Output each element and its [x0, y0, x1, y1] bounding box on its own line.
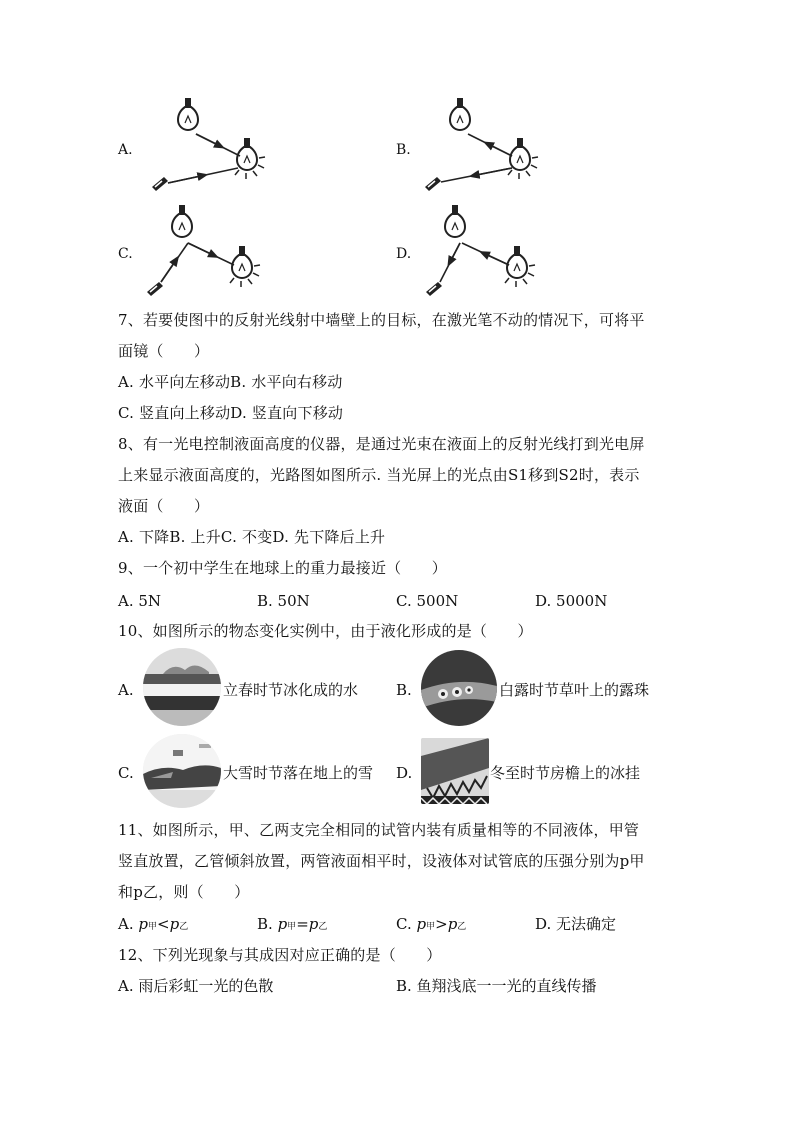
q11-option-a: A. p甲<p乙 — [118, 915, 189, 933]
q10-stem: 10、如图所示的物态变化实例中，由于液化形成的是（ ） — [118, 622, 533, 640]
q12-option-b: B. 鱼翔浅底一一光的直线传播 — [396, 977, 597, 995]
bulb-icon — [445, 205, 465, 237]
q11-option-b: B. p甲=p乙 — [257, 915, 328, 933]
q7-options-line-1: A. 水平向左移动B. 水平向右移动 — [118, 373, 343, 391]
q11-option-d: D. 无法确定 — [535, 915, 617, 933]
q8-options: A. 下降B. 上升C. 不变D. 先下降后上升 — [118, 528, 386, 546]
q10-option-d-text: 冬至时节房檐上的冰挂 — [490, 764, 641, 782]
q8-stem-line-3: 液面（ ） — [118, 497, 210, 515]
q6-option-b-label: B. — [396, 142, 411, 158]
q9-option-b: B. 50N — [257, 592, 310, 610]
q9-stem: 9、一个初中学生在地球上的重力最接近（ ） — [118, 559, 447, 577]
q11-stem-line-1: 11、如图所示，甲、乙两支完全相同的试管内装有质量相等的不同液体，甲管 — [118, 821, 640, 839]
q10-option-c-label: C. — [118, 764, 134, 782]
bulb-icon — [235, 138, 265, 179]
q9-option-d: D. 5000N — [535, 592, 608, 610]
q9-option-c: C. 500N — [396, 592, 459, 610]
q10-option-c-text: 大雪时节落在地上的雪 — [223, 764, 374, 782]
snowfall-photo — [143, 734, 221, 808]
eye-icon — [426, 282, 442, 296]
bulb-icon — [508, 138, 538, 179]
bulb-icon — [450, 98, 470, 130]
q10-option-a-text: 立春时节冰化成的水 — [223, 681, 359, 699]
q12-stem: 12、下列光现象与其成因对应正确的是（ ） — [118, 946, 442, 964]
q11-option-c: C. p甲>p乙 — [396, 915, 467, 933]
q7-stem-line-2: 面镜（ ） — [118, 342, 210, 360]
q11-stem-line-2: 竖直放置，乙管倾斜放置，两管液面相平时，设液体对试管底的压强分别为p甲 — [118, 852, 645, 870]
q8-stem-line-2: 上来显示液面高度的，光路图如图所示. 当光屏上的光点由S1移到S2时，表示 — [118, 466, 640, 484]
q8-stem-line-1: 8、有一光电控制液面高度的仪器，是通过光束在液面上的反射光线打到光电屏 — [118, 435, 645, 453]
eye-icon — [147, 282, 163, 296]
q7-stem-line-1: 7、若要使图中的反射光线射中墙壁上的目标，在激光笔不动的情况下，可将平 — [118, 311, 645, 329]
bulb-icon — [178, 98, 198, 130]
q10-option-b-text: 白露时节草叶上的露珠 — [499, 681, 650, 699]
bulb-icon — [172, 205, 192, 237]
q7-options-line-2: C. 竖直向上移动D. 竖直向下移动 — [118, 404, 344, 422]
q6-option-c-label: C. — [118, 246, 133, 262]
q12-option-a: A. 雨后彩虹一光的色散 — [118, 977, 274, 995]
q6-option-d-label: D. — [396, 246, 412, 262]
eye-icon — [152, 177, 168, 191]
q10-option-d-label: D. — [396, 764, 413, 782]
bulb-icon — [505, 246, 535, 287]
q6-option-a-label: A. — [118, 142, 133, 158]
q10-option-a-label: A. — [118, 681, 134, 699]
q9-option-a: A. 5N — [118, 592, 162, 610]
eye-icon — [425, 177, 441, 191]
bulb-icon — [230, 246, 260, 287]
dew-on-grass-photo — [421, 650, 497, 726]
thawing-ice-photo — [143, 648, 221, 726]
q10-option-b-label: B. — [396, 681, 412, 699]
q11-stem-line-3: 和p乙，则（ ） — [118, 883, 250, 901]
icicles-photo — [421, 738, 489, 804]
